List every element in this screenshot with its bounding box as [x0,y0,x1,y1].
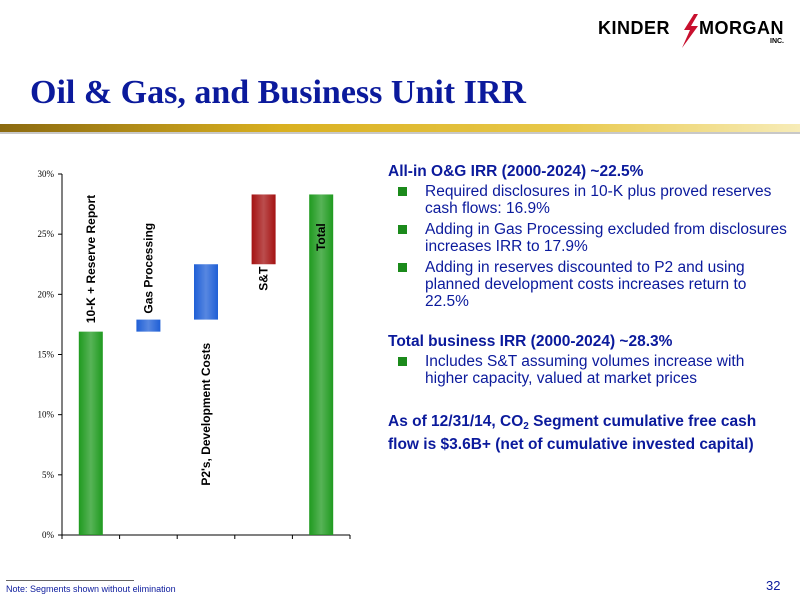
y-tick-label: 0% [42,530,54,540]
bullet-square-icon [398,263,407,272]
bullet-text: Includes S&T assuming volumes increase with higher capacity, valued at market prices [425,353,745,387]
y-tick-label: 15% [37,349,54,360]
bullet-square-icon [398,225,407,234]
co2-cash-flow-statement: As of 12/31/14, $CO_2$ Segment cumulative free cash flow is $3.6B+ (net of cumulative invested capital) [388,413,757,453]
category-label: Total [314,223,329,252]
og-irr-header: All-in O&G IRR (2000-2024) ~22.5% [388,163,644,180]
bullet-item [388,353,788,387]
y-tick-label: 25% [37,229,54,240]
total-irr-header: Total business IRR (2000-2024) ~28.3% [388,333,673,350]
og-bullet-list [388,183,788,310]
text-panel [388,162,788,454]
slide-title: Oil & Gas, and Business Unit IRR [30,74,526,111]
title-underline-shadow [0,132,800,134]
bullet-item [388,221,788,255]
logo-text-left: KINDER [598,18,671,38]
y-tick-label: 20% [37,289,54,300]
bullet-square-icon [398,187,407,196]
bar-3 [194,264,218,319]
bullet-square-icon [398,357,407,366]
bar-2 [136,320,160,332]
page-number: 32 [766,578,781,593]
bullet-item [388,259,788,310]
logo-inc: INC. [770,38,784,45]
y-tick-label: 30% [37,169,54,179]
category-label: P2's, Development Costs [199,342,213,486]
total-bullet-list [388,353,788,387]
bullet-text: Required disclosures in 10-K plus proved reserves cash flows: 16.9% [425,183,772,217]
y-tick-label: 10% [37,409,54,420]
bullet-item [388,183,788,217]
category-label: S&T [256,266,271,291]
footnote: Note: Segments shown without elimination [6,584,176,594]
bar-1 [79,332,103,535]
irr-waterfall-chart [0,160,370,560]
bar-4 [252,194,276,264]
lightning-bolt-icon [680,14,700,48]
bullet-text: Adding in reserves discounted to P2 and using planned development costs increases return to 22.5% [425,259,747,310]
category-label: 10-K + Reserve Report [83,194,98,324]
category-label: Gas Processing [141,222,156,314]
title-underline-bar [0,124,800,132]
footnote-rule [6,580,134,581]
y-tick-label: 5% [42,469,54,480]
kinder-morgan-logo [598,14,786,50]
logo-text-right: MORGAN [699,18,784,38]
bullet-text: Adding in Gas Processing excluded from disclosures increases IRR to 17.9% [425,221,787,255]
